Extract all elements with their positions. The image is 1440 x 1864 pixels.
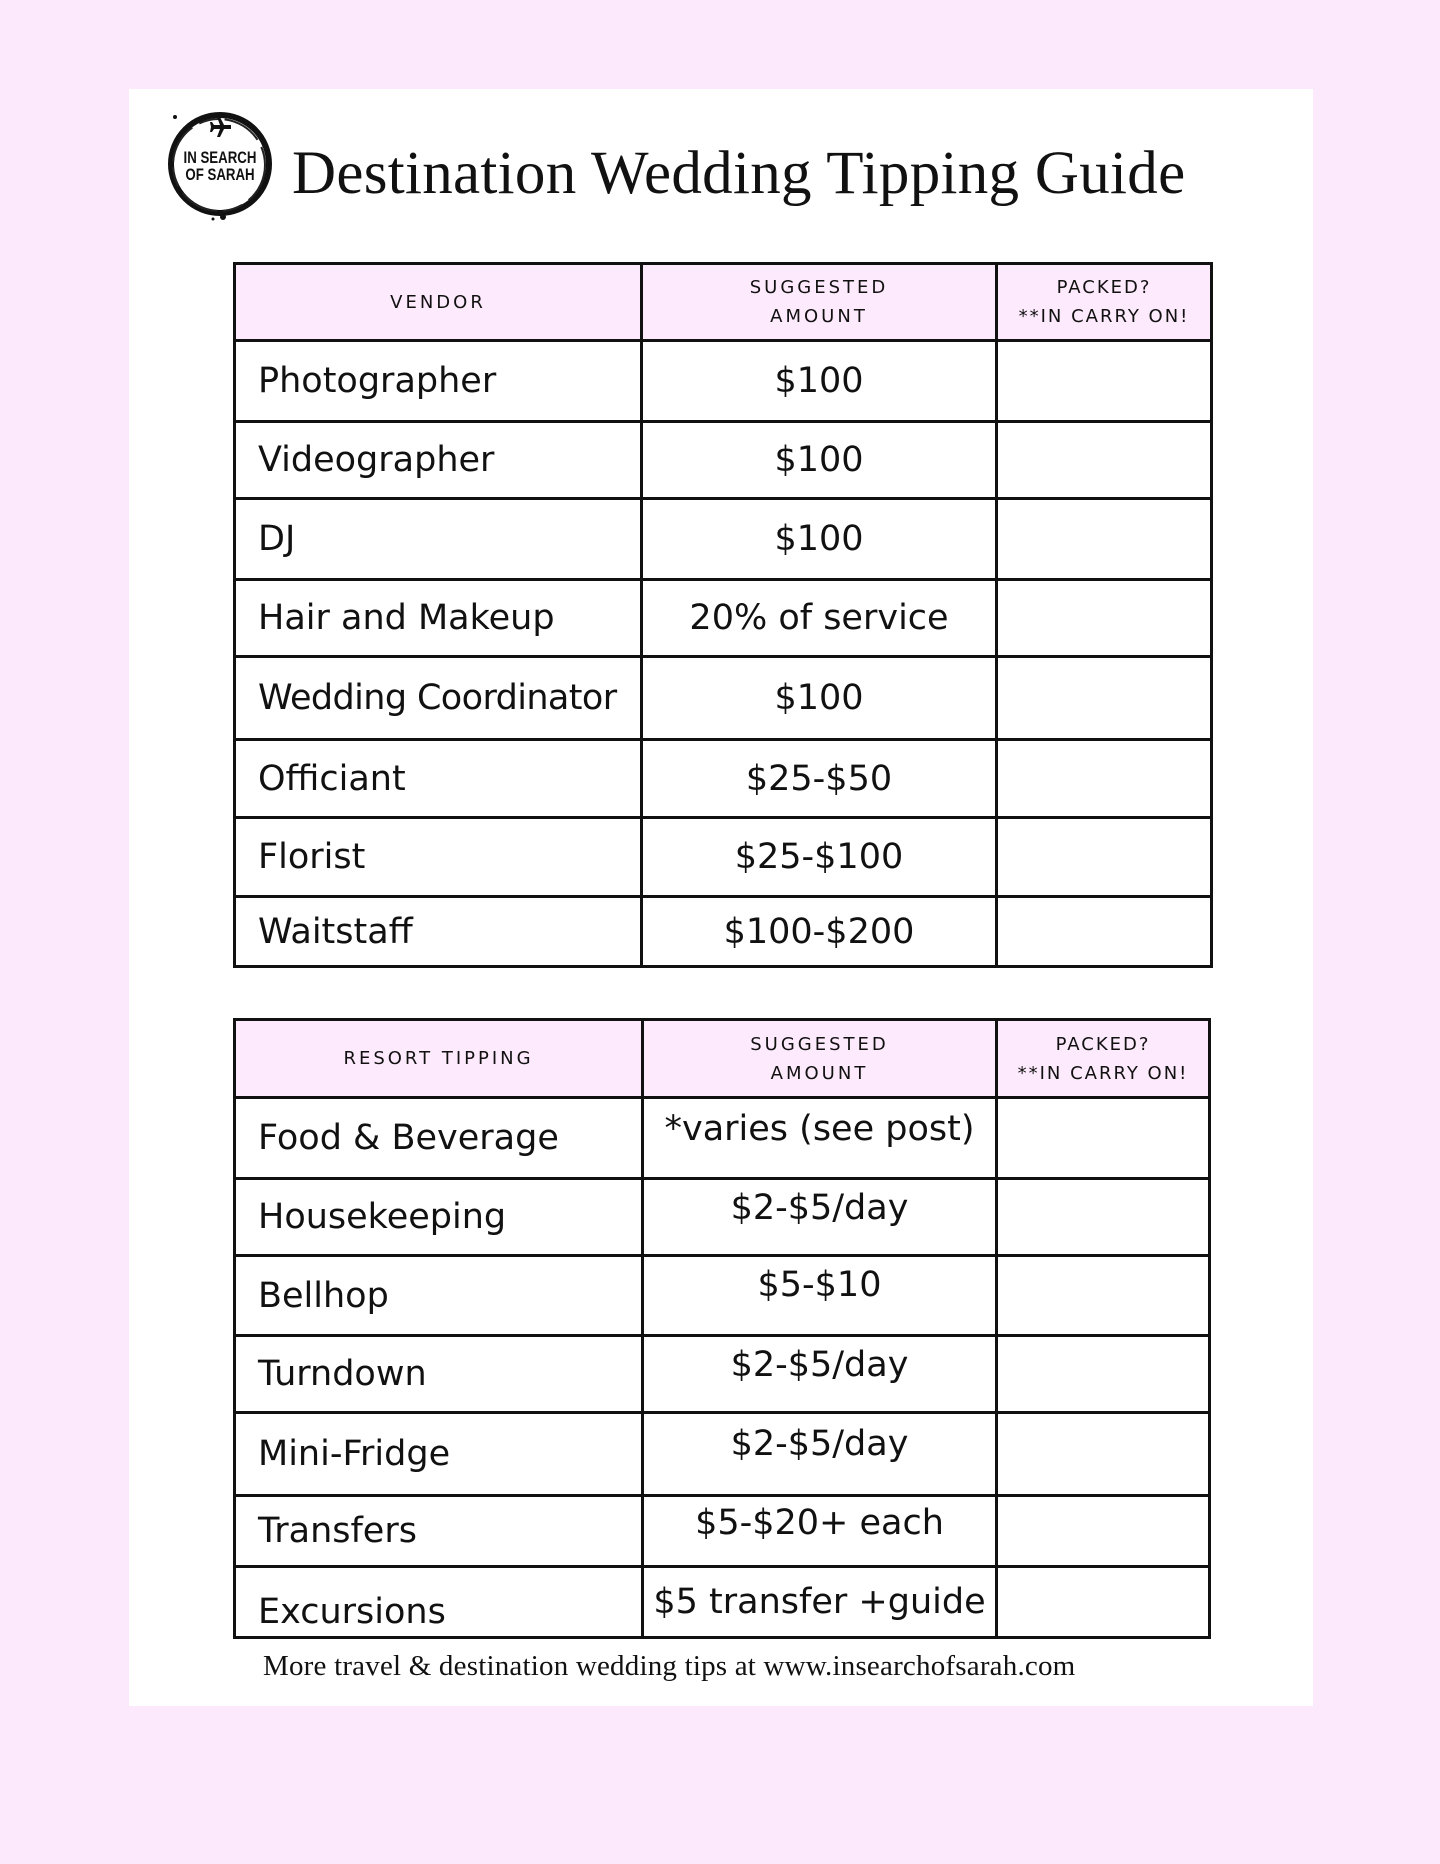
table-row xyxy=(235,740,1212,818)
suggested-amount: $100 xyxy=(642,657,997,740)
packed-checkbox-cell[interactable] xyxy=(997,1336,1210,1413)
footer-text: More travel & destination wedding tips at www.insearchofsarah.com xyxy=(263,1650,1076,1682)
header-packed: PACKED? **IN CARRY ON! xyxy=(997,264,1212,341)
header-suggested-amount: SUGGESTED AMOUNT xyxy=(643,1020,997,1098)
table-row xyxy=(235,422,1212,499)
header-packed: PACKED? **IN CARRY ON! xyxy=(997,1020,1210,1098)
packed-checkbox-cell[interactable] xyxy=(997,1413,1210,1496)
table-row xyxy=(235,1179,1210,1256)
table-row xyxy=(235,1256,1210,1336)
packed-checkbox-cell[interactable] xyxy=(997,422,1212,499)
logo-line-2: OF SARAH xyxy=(185,165,255,184)
table-row xyxy=(235,1413,1210,1496)
table-row xyxy=(235,1336,1210,1413)
packed-checkbox-cell[interactable] xyxy=(997,818,1212,897)
logo-text xyxy=(176,149,265,183)
packed-checkbox-cell[interactable] xyxy=(997,1567,1210,1638)
suggested-amount: $100 xyxy=(642,499,997,580)
vendor-tipping-table xyxy=(233,262,1213,968)
packed-checkbox-cell[interactable] xyxy=(997,499,1212,580)
service-name: Housekeeping xyxy=(235,1179,643,1256)
page-title: Destination Wedding Tipping Guide xyxy=(292,140,1186,207)
service-name: Mini-Fridge xyxy=(235,1413,643,1496)
suggested-amount: $5-$20+ each xyxy=(643,1496,997,1567)
packed-checkbox-cell[interactable] xyxy=(997,580,1212,657)
suggested-amount: $100-$200 xyxy=(642,897,997,967)
suggested-amount: $5 transfer +guide xyxy=(643,1567,997,1638)
suggested-amount: $2-$5/day xyxy=(643,1179,997,1256)
vendor-name: Hair and Makeup xyxy=(235,580,642,657)
logo-line-1: IN SEARCH xyxy=(183,148,257,167)
suggested-amount: *varies (see post) xyxy=(643,1098,997,1179)
suggested-amount: $2-$5/day xyxy=(643,1336,997,1413)
packed-checkbox-cell[interactable] xyxy=(997,1098,1210,1179)
table-row xyxy=(235,897,1212,967)
table-row xyxy=(235,657,1212,740)
table-row xyxy=(235,1098,1210,1179)
header-suggested-amount: SUGGESTED AMOUNT xyxy=(642,264,997,341)
table-row xyxy=(235,818,1212,897)
table-row xyxy=(235,580,1212,657)
suggested-amount: $25-$100 xyxy=(642,818,997,897)
table-row xyxy=(235,1567,1210,1638)
packed-checkbox-cell[interactable] xyxy=(997,1256,1210,1336)
table-row xyxy=(235,341,1212,422)
packed-checkbox-cell[interactable] xyxy=(997,897,1212,967)
vendor-name: Officiant xyxy=(235,740,642,818)
packed-checkbox-cell[interactable] xyxy=(997,740,1212,818)
service-name: Transfers xyxy=(235,1496,643,1567)
service-name: Turndown xyxy=(235,1336,643,1413)
service-name: Excursions xyxy=(235,1567,643,1638)
suggested-amount: 20% of service xyxy=(642,580,997,657)
suggested-amount: $2-$5/day xyxy=(643,1413,997,1496)
packed-checkbox-cell[interactable] xyxy=(997,1496,1210,1567)
table-header-row xyxy=(235,264,1212,341)
vendor-name: DJ xyxy=(235,499,642,580)
service-name: Bellhop xyxy=(235,1256,643,1336)
suggested-amount: $100 xyxy=(642,341,997,422)
header-vendor: VENDOR xyxy=(235,264,642,341)
packed-checkbox-cell[interactable] xyxy=(997,657,1212,740)
vendor-name: Waitstaff xyxy=(235,897,642,967)
in-search-of-sarah-logo xyxy=(163,107,277,221)
vendor-name: Videographer xyxy=(235,422,642,499)
table-row xyxy=(235,1496,1210,1567)
vendor-name: Wedding Coordinator xyxy=(235,657,642,740)
packed-checkbox-cell[interactable] xyxy=(997,341,1212,422)
vendor-name: Photographer xyxy=(235,341,642,422)
resort-tipping-table xyxy=(233,1018,1211,1639)
suggested-amount: $25-$50 xyxy=(642,740,997,818)
suggested-amount: $5-$10 xyxy=(643,1256,997,1336)
header-resort-tipping: RESORT TIPPING xyxy=(235,1020,643,1098)
suggested-amount: $100 xyxy=(642,422,997,499)
vendor-name: Florist xyxy=(235,818,642,897)
table-row xyxy=(235,499,1212,580)
service-name: Food & Beverage xyxy=(235,1098,643,1179)
packed-checkbox-cell[interactable] xyxy=(997,1179,1210,1256)
table-header-row xyxy=(235,1020,1210,1098)
